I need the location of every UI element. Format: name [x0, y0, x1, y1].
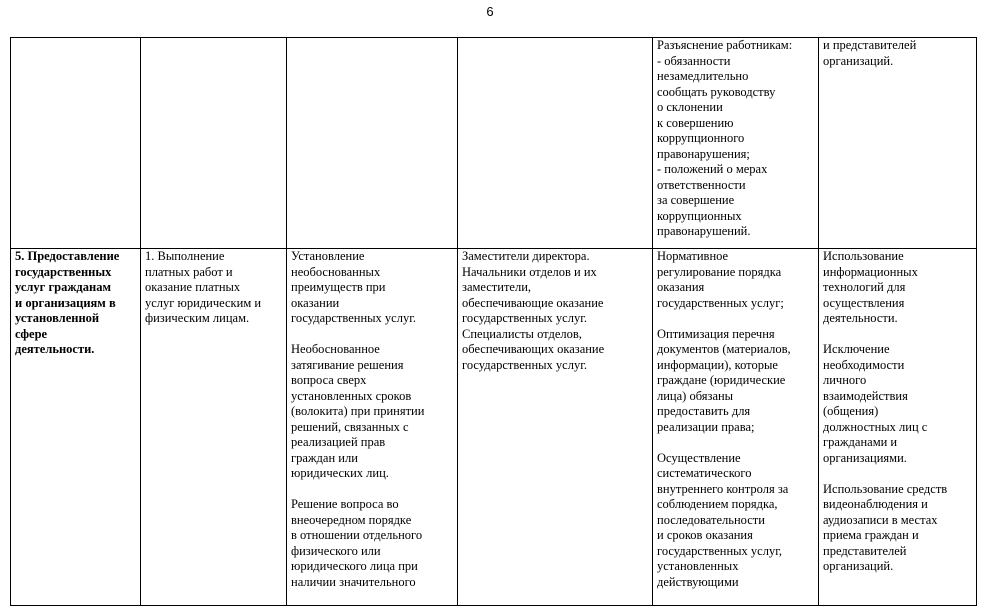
cell-text-line: Использование средств	[823, 481, 948, 496]
cell-proposals	[819, 249, 977, 606]
cell-text-line: соблюдением порядка,	[657, 497, 778, 511]
cell-text-line: оказании	[291, 295, 340, 310]
table-row	[11, 38, 977, 249]
cell-text-line: установленных сроков	[291, 388, 412, 403]
cell-text-line: деятельности.	[823, 311, 898, 325]
cell-text-line: обеспечивающих оказание	[462, 342, 605, 356]
paragraph-gap	[823, 466, 972, 482]
cell-positions	[458, 38, 653, 249]
cell-text-line: оказание платных	[145, 280, 241, 294]
cell-text-line: физического или	[291, 543, 381, 558]
cell-text-line: и представителей	[823, 38, 917, 52]
paragraph-gap	[291, 482, 453, 498]
cell-measures	[653, 38, 819, 249]
cell-text-line: Осуществление	[657, 450, 741, 465]
paragraph-gap	[823, 327, 972, 343]
cell-text-line: наличии значительного	[291, 574, 416, 589]
cell-text-line: внутреннего контроля за	[657, 481, 789, 496]
cell-text-line: о склонении	[657, 100, 723, 114]
cell-text-line: правонарушений.	[657, 224, 751, 238]
cell-text-line: приема граждан и	[823, 528, 919, 542]
cell-text-line: за совершение	[657, 193, 735, 207]
cell-text-line: систематического	[657, 466, 752, 480]
cell-text-line: Решение вопроса во	[291, 497, 399, 511]
page-number: 6	[486, 4, 494, 19]
cell-text-line: предоставить для	[657, 404, 751, 418]
cell-text-line: к совершению	[657, 115, 734, 130]
cell-text-line: граждане (юридические	[657, 373, 786, 387]
cell-text-line: незамедлительно	[657, 69, 749, 83]
cell-text-line: личного	[823, 373, 867, 387]
cell-text-line: действующими	[657, 574, 739, 589]
cell-process	[141, 38, 287, 249]
cell-text-line: аудиозаписи в местах	[823, 512, 938, 527]
cell-text-line: деятельности.	[15, 342, 95, 356]
cell-text-line: установленных	[657, 559, 739, 573]
cell-text-line: - положений о мерах	[657, 162, 768, 176]
cell-text-line: Начальники отделов и их	[462, 264, 597, 279]
cell-measures	[653, 249, 819, 606]
cell-text-line: сфере	[15, 326, 48, 341]
cell-text-line: Специалисты отделов,	[462, 326, 582, 341]
cell-text-line: преимуществ при	[291, 280, 386, 294]
paragraph-gap	[657, 311, 814, 327]
cell-text-line: Исключение	[823, 342, 890, 356]
cell-text-line: коррупционных	[657, 208, 742, 223]
cell-text-line: необходимости	[823, 357, 905, 372]
cell-text-line: информационных	[823, 264, 918, 279]
cell-text-line: информации), которые	[657, 357, 778, 372]
cell-text-line: заместители,	[462, 280, 532, 294]
cell-text-line: затягивание решения	[291, 357, 404, 372]
cell-text-line: регулирование порядка	[657, 264, 782, 279]
cell-text-line: Разъяснение работникам:	[657, 38, 793, 52]
cell-text-line: коррупционного	[657, 131, 745, 145]
cell-text-line: Заместители директора.	[462, 249, 590, 263]
cell-text-line: обеспечивающие оказание	[462, 295, 604, 310]
cell-text-line: гражданами и	[823, 435, 898, 449]
cell-text-line: оказания	[657, 280, 705, 294]
cell-proposals	[819, 38, 977, 249]
cell-text-line: (общения)	[823, 404, 879, 418]
cell-text-line: должностных лиц с	[823, 419, 928, 434]
cell-text-line: услуг юридическим и	[145, 295, 262, 310]
cell-text-line: государственных услуг.	[291, 311, 417, 325]
cell-text-line: государственных услуг.	[462, 311, 588, 325]
cell-text-line: осуществления	[823, 295, 905, 310]
cell-text-line: Использование	[823, 249, 904, 263]
cell-text-line: взаимодействия	[823, 388, 908, 403]
cell-process	[141, 249, 287, 606]
cell-text-line: 1. Выполнение	[145, 249, 225, 263]
cell-text-line: реализации права;	[657, 419, 755, 434]
table-row	[11, 249, 977, 606]
cell-text-line: государственных	[15, 264, 112, 279]
cell-text-line: государственных услуг,	[657, 543, 783, 558]
cell-positions	[458, 249, 653, 606]
cell-text-line: физическим лицам.	[145, 311, 250, 325]
cell-text-line: - обязанности	[657, 53, 731, 68]
cell-text-line: Оптимизация перечня	[657, 326, 775, 341]
risk-table	[10, 37, 977, 606]
cell-text-line: установленной	[15, 311, 100, 325]
cell-risk	[287, 38, 458, 249]
paragraph-gap	[657, 435, 814, 451]
cell-text-line: Установление	[291, 249, 365, 263]
cell-risk	[287, 249, 458, 606]
cell-text-line: правонарушения;	[657, 146, 750, 161]
cell-function	[11, 249, 141, 606]
cell-text-line: решений, связанных с	[291, 419, 409, 434]
cell-text-line: видеонаблюдения и	[823, 497, 928, 511]
cell-text-line: услуг гражданам	[15, 280, 111, 294]
cell-text-line: сообщать руководству	[657, 84, 776, 99]
cell-function	[11, 38, 141, 249]
cell-text-line: внеочередном порядке	[291, 512, 412, 527]
cell-text-line: реализацией прав	[291, 435, 386, 449]
cell-text-line: вопроса сверх	[291, 373, 367, 387]
cell-text-line: организаций.	[823, 559, 894, 573]
cell-text-line: последовательности	[657, 512, 765, 527]
paragraph-gap	[291, 327, 453, 343]
cell-text-line: организаций.	[823, 53, 894, 68]
cell-text-line: в отношении отдельного	[291, 528, 423, 542]
cell-text-line: лица) обязаны	[657, 388, 734, 403]
cell-text-line: юридического лица при	[291, 559, 418, 573]
cell-text-line: граждан или	[291, 450, 358, 465]
cell-text-line: (волокита) при принятии	[291, 404, 425, 418]
cell-text-line: государственных услуг.	[462, 357, 588, 372]
cell-text-line: документов (материалов,	[657, 342, 791, 356]
cell-text-line: ответственности	[657, 177, 746, 192]
cell-text-line: Необоснованное	[291, 342, 380, 356]
cell-text-line: государственных услуг;	[657, 295, 784, 310]
cell-text-line: технологий для	[823, 280, 906, 294]
cell-text-line: платных работ и	[145, 264, 233, 279]
cell-text-line: необоснованных	[291, 264, 381, 279]
cell-text-line: 5. Предоставление	[15, 249, 120, 263]
cell-text-line: юридических лиц.	[291, 466, 389, 480]
cell-text-line: и сроков оказания	[657, 528, 753, 542]
cell-text-line: организациями.	[823, 450, 907, 465]
cell-text-line: Нормативное	[657, 249, 729, 263]
cell-text-line: и организациям в	[15, 295, 116, 310]
cell-text-line: представителей	[823, 543, 907, 558]
